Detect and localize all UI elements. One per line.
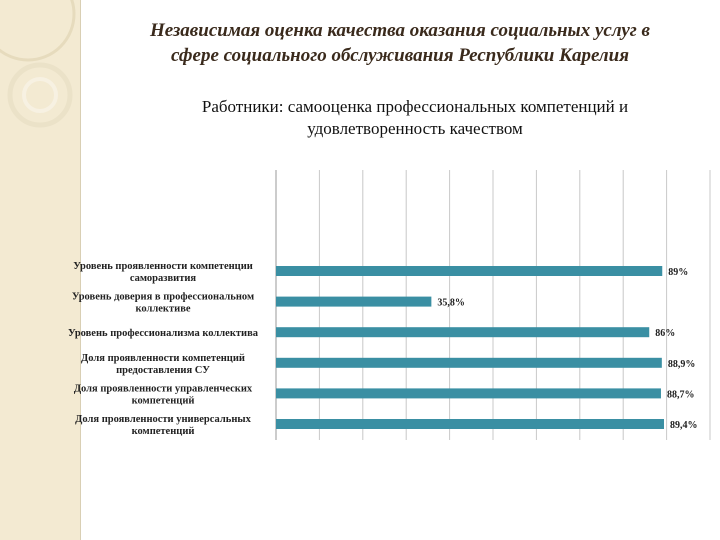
category-label: Доля проявленности компетенций предоставления СУ [81, 352, 245, 376]
subtitle-line-2: удовлетворенность качеством [307, 119, 523, 138]
category-label: Доля проявленности универсальных компетенций [75, 414, 251, 437]
title-line-2: сфере социального обслуживания Республики Карелия [170, 45, 630, 66]
data-label: 88,7% [666, 389, 695, 401]
data-label: 88,9% [667, 358, 696, 370]
data-label: 86% [655, 328, 676, 340]
bar [276, 297, 431, 307]
category-label: Уровень проявленности компетенции саморазвития [73, 261, 253, 284]
subtitle-line-1: Работники: самооценка профессиональных компетенций и [201, 97, 629, 116]
bar [276, 358, 662, 368]
data-label: 89,4% [669, 420, 698, 431]
bar [276, 327, 649, 337]
title-line-1: Независимая оценка качества оказания социальных услуг в [149, 20, 651, 41]
bar [276, 388, 661, 398]
category-label: Уровень профессионализма коллектива [67, 328, 259, 340]
data-label: 89% [668, 267, 689, 278]
data-label: 35,8% [437, 297, 465, 309]
category-label: Доля проявленности управленческих компетенций [73, 383, 253, 407]
bar [276, 266, 662, 276]
bar [276, 419, 664, 429]
category-label: Уровень доверия в профессиональном коллективе [71, 291, 255, 315]
